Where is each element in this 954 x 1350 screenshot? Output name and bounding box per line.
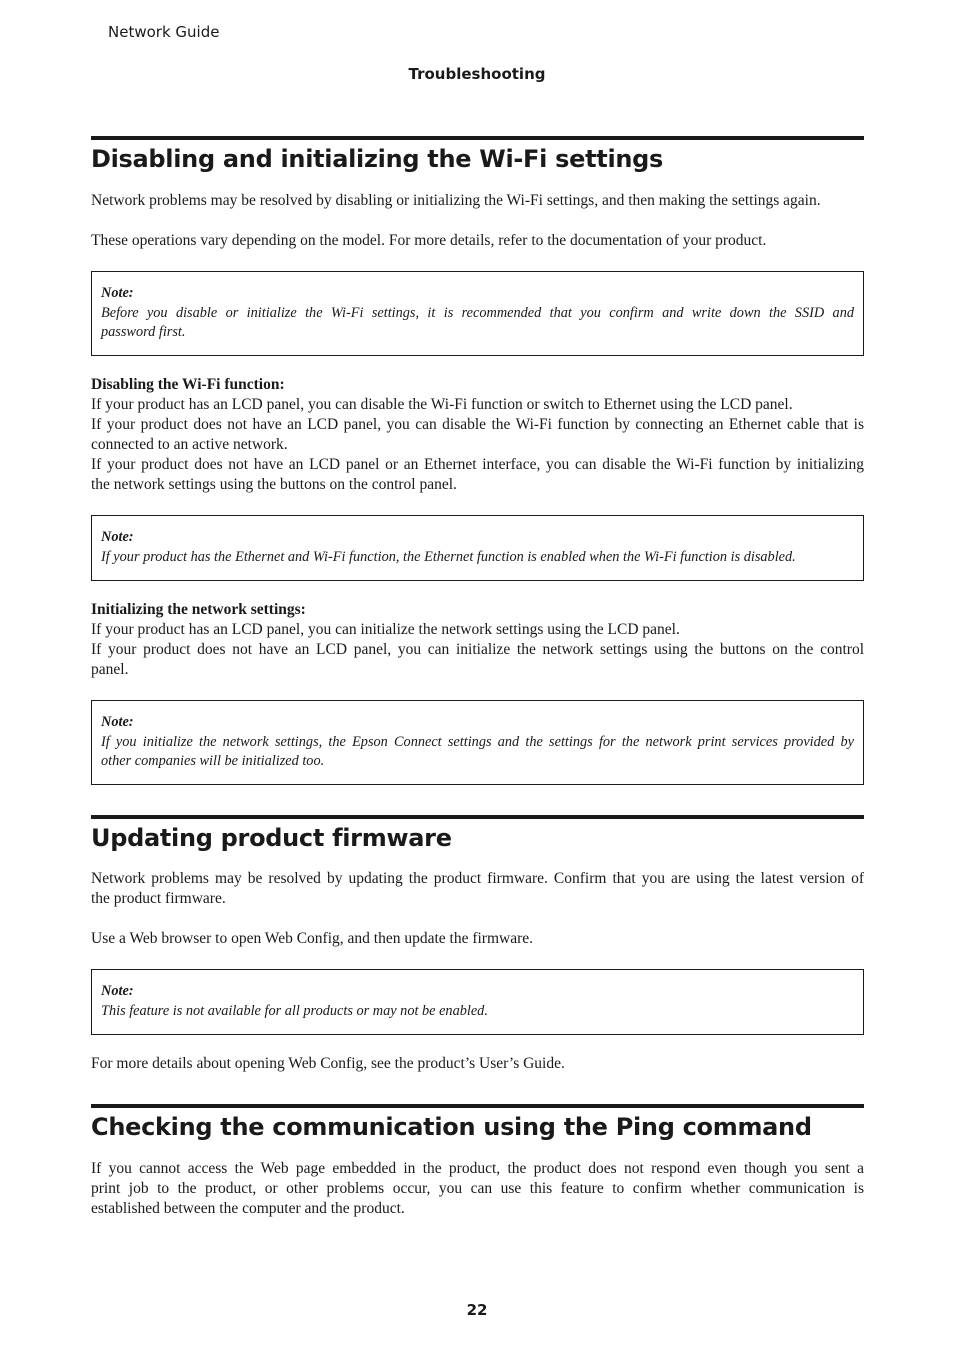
note-title: Note: xyxy=(101,529,134,545)
note-box-epson-connect: Note: If you initialize the network settings, the Epson Connect settings and the settings for the network print services provided by other companies will be initialized too. xyxy=(91,700,864,785)
wifi-intro-paragraph-2: These operations vary depending on the model. For more details, refer to the documentation of your product. xyxy=(91,232,767,249)
page-number: 22 xyxy=(466,1301,488,1319)
note-box-feature-availability: Note: This feature is not available for all products or may not be enabled. xyxy=(91,969,864,1035)
section-heading-firmware: Updating product firmware xyxy=(91,815,864,854)
note-box-ssid: Note: Before you disable or initialize the Wi-Fi settings, it is recommended that you confirm and write down the SSID and password first. xyxy=(91,271,864,356)
chapter-title: Troubleshooting xyxy=(408,65,546,83)
firmware-paragraph-1: Network problems may be resolved by updating the product firmware. Confirm that you are using the latest version of the product firmware. xyxy=(91,870,864,907)
section-heading-wifi: Disabling and initializing the Wi-Fi settings xyxy=(91,136,864,175)
section-heading-ping: Checking the communication using the Ping command xyxy=(91,1104,864,1143)
note-title: Note: xyxy=(101,285,134,301)
running-header: Network Guide xyxy=(108,23,220,41)
firmware-paragraph-3: For more details about opening Web Config, see the product’s User’s Guide. xyxy=(91,1055,565,1072)
disabling-wifi-block: Disabling the Wi-Fi function: If your product has an LCD panel, you can disable the Wi-Fi function or switch to Ethernet using the LCD panel. If your product does not have an LCD panel, you can disable the Wi-Fi function by connecting an Ethernet cable that is connected to an active network. If your product does not have an LCD panel or an Ethernet interface, you can disable the Wi-Fi function by initializing the network settings using the buttons on the control panel. xyxy=(91,376,864,493)
initializing-network-block: Initializing the network settings: If your product has an LCD panel, you can initialize the network settings using the LCD panel. If your product does not have an LCD panel, you can initialize the network settings using the buttons on the control panel. xyxy=(91,601,864,678)
note-box-ethernet: Note: If your product has the Ethernet and Wi-Fi function, the Ethernet function is enabled when the Wi-Fi function is disabled. xyxy=(91,515,864,581)
wifi-intro-paragraph-1: Network problems may be resolved by disabling or initializing the Wi-Fi settings, and then making the settings again. xyxy=(91,192,821,209)
firmware-paragraph-2: Use a Web browser to open Web Config, and then update the firmware. xyxy=(91,930,533,947)
disabling-wifi-label: Disabling the Wi-Fi function: xyxy=(91,376,285,393)
note-title: Note: xyxy=(101,983,134,999)
note-title: Note: xyxy=(101,714,134,730)
ping-paragraph-1: If you cannot access the Web page embedded in the product, the product does not respond even though you sent a print job to the product, or other problems occur, you can use this feature to confirm whether communication is established between the computer and the product. xyxy=(91,1160,864,1217)
initializing-network-label: Initializing the network settings: xyxy=(91,601,306,618)
